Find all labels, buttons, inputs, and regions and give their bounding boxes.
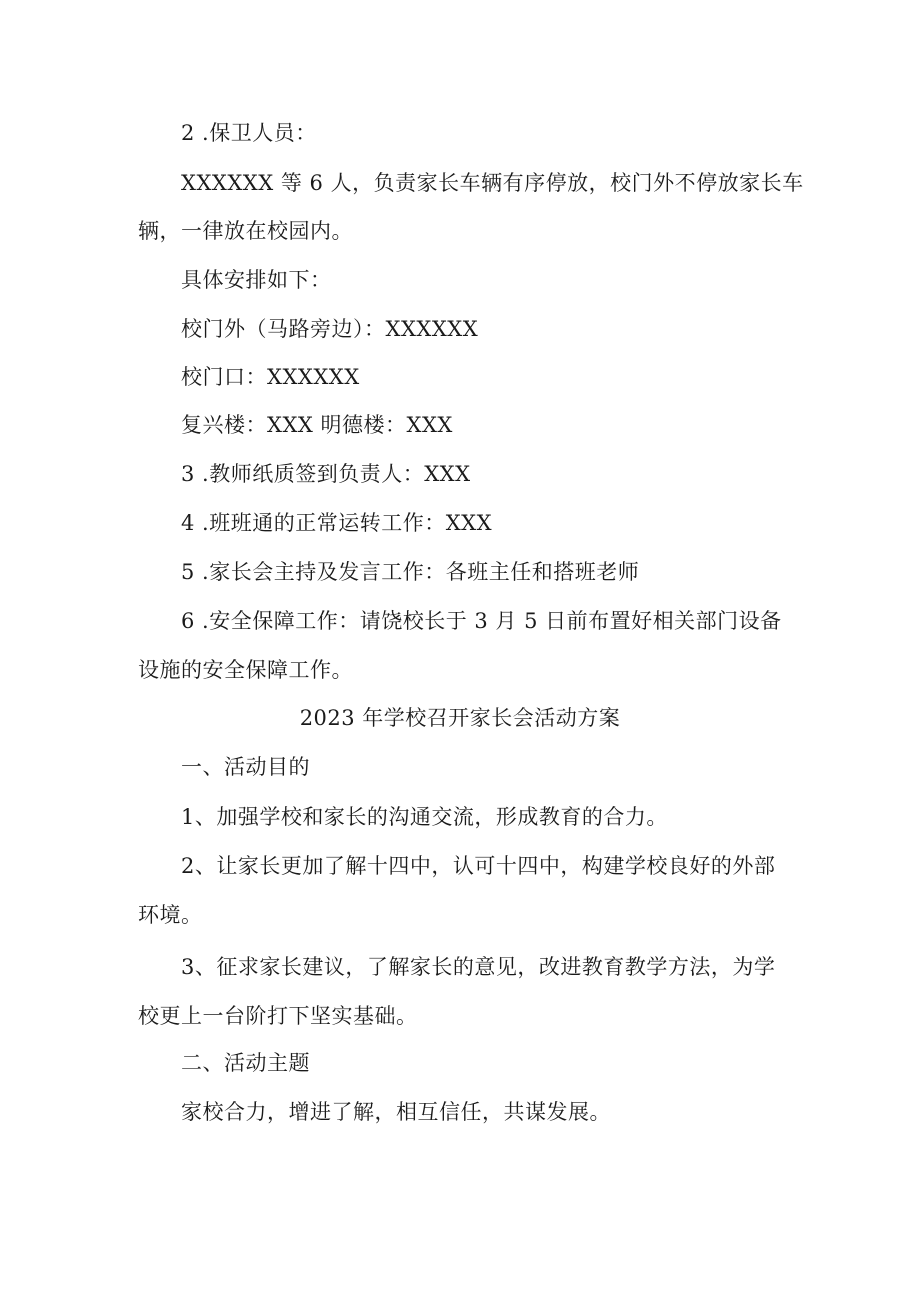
paragraph-safety-line1: 6 .安全保障工作：请饶校长于 3 月 5 日前布置好相关部门设备 (181, 609, 782, 633)
paragraph-banbantong: 4 .班班通的正常运转工作：XXX (181, 511, 493, 535)
paragraph-outside-gate: 校门外（马路旁边）：XXXXXX (181, 317, 479, 341)
section-heading-theme: 二、活动主题 (181, 1051, 310, 1075)
paragraph-safety-line2: 设施的安全保障工作。 (138, 658, 353, 682)
paragraph-buildings: 复兴楼：XXX 明德楼：XXX (181, 413, 453, 437)
paragraph-parking-line1: XXXXXX 等 6 人，负责家长车辆有序停放，校门外不停放家长车 (181, 171, 804, 195)
document-title: 2023 年学校召开家长会活动方案 (299, 706, 621, 730)
paragraph-sign-in: 3 .教师纸质签到负责人：XXX (181, 462, 471, 486)
paragraph-host: 5 .家长会主持及发言工作：各班主任和搭班老师 (181, 560, 640, 584)
paragraph-arrangement-intro: 具体安排如下： (181, 268, 332, 292)
paragraph-security-staff: 2 .保卫人员： (181, 121, 317, 145)
purpose-item-2-line2: 环境。 (138, 903, 203, 927)
purpose-item-2-line1: 2、让家长更加了解十四中，认可十四中，构建学校良好的外部 (181, 854, 776, 878)
theme-text: 家校合力，增进了解，相互信任，共谋发展。 (181, 1100, 611, 1124)
paragraph-parking-line2: 辆，一律放在校园内。 (138, 219, 353, 243)
purpose-item-3-line1: 3、征求家长建议，了解家长的意见，改进教育教学方法，为学 (181, 955, 776, 979)
purpose-item-1: 1、加强学校和家长的沟通交流，形成教育的合力。 (181, 805, 668, 829)
purpose-item-3-line2: 校更上一台阶打下坚实基础。 (138, 1004, 418, 1028)
section-heading-purpose: 一、活动目的 (181, 755, 310, 779)
paragraph-gate: 校门口：XXXXXX (181, 365, 360, 389)
